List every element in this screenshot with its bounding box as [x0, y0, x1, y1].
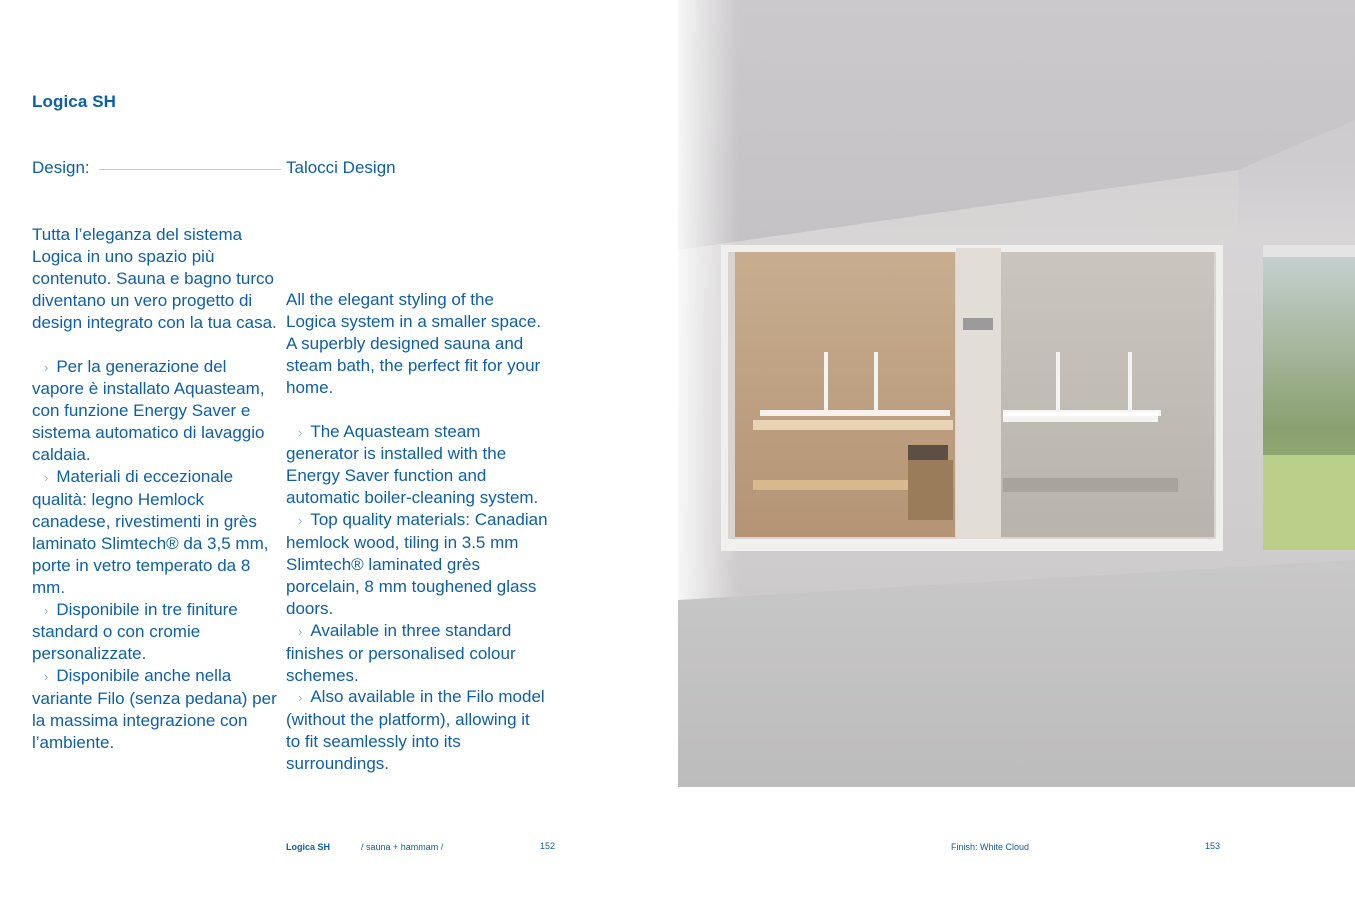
chevron-right-icon: › [44, 470, 49, 486]
italian-bullet: › Disponibile anche nella variante Filo (senza pedana) per la massima integrazione con l’ambiente. [32, 666, 277, 752]
design-divider [99, 169, 281, 170]
english-bullet: › The Aquasteam steam generator is installed with the Energy Saver function and automatic boiler-cleaning system. [286, 421, 539, 508]
chevron-right-icon: › [44, 359, 49, 375]
page-title: Logica SH [32, 92, 117, 111]
chevron-right-icon: › [298, 424, 303, 440]
english-bullet: › Also available in the Filo model (without the platform), allowing it to fit seamlessly into its surroundings. [286, 687, 545, 774]
chevron-right-icon: › [298, 690, 303, 706]
design-label: Design: [32, 158, 90, 177]
english-bullet: › Available in three standard finishes or personalised colour schemes. [286, 620, 516, 685]
design-credit [32, 158, 452, 182]
chevron-right-icon: › [44, 602, 49, 618]
italian-text-column [32, 224, 282, 754]
italian-intro: Tutta l’eleganza del sistema Logica in uno spazio più contenuto. Sauna e bagno turco diventano un vero progetto di design integrato con la tua casa. [32, 225, 277, 332]
sauna-product-photo [678, 0, 1355, 787]
chevron-right-icon: › [298, 623, 303, 639]
italian-bullet: › Materiali di eccezionale qualità: legno Hemlock canadese, rivestimenti in grès laminato Slimtech® da 3,5 mm, porte in vetro temperato da 8 mm. [32, 467, 269, 597]
english-text-column [286, 289, 548, 775]
english-bullet: › Top quality materials: Canadian hemlock wood, tiling in 3.5 mm Slimtech® laminated grès porcelain, 8 mm toughened glass doors. [286, 510, 548, 618]
photo-caption: Finish: White Cloud [951, 842, 1030, 852]
italian-bullet: › Disponibile in tre finiture standard o con cromie personalizzate. [32, 599, 238, 664]
chevron-right-icon: › [44, 669, 49, 685]
page-number-right: 153 [1205, 841, 1221, 851]
english-intro: All the elegant styling of the Logica system in a smaller space. A superbly designed sauna and steam bath, the perfect fit for your home. [286, 290, 542, 397]
design-value: Talocci Design [286, 158, 396, 177]
footer-left-title: Logica SH [286, 842, 331, 852]
italian-bullet: › Per la generazione del vapore è installato Aquasteam, con funzione Energy Saver e sistema automatico di lavaggio caldaia. [32, 356, 265, 465]
chevron-right-icon: › [298, 513, 303, 529]
page-number-left: 152 [540, 841, 556, 851]
sauna-illustration [678, 0, 1355, 787]
footer-section: / sauna + hammam / [361, 842, 444, 852]
